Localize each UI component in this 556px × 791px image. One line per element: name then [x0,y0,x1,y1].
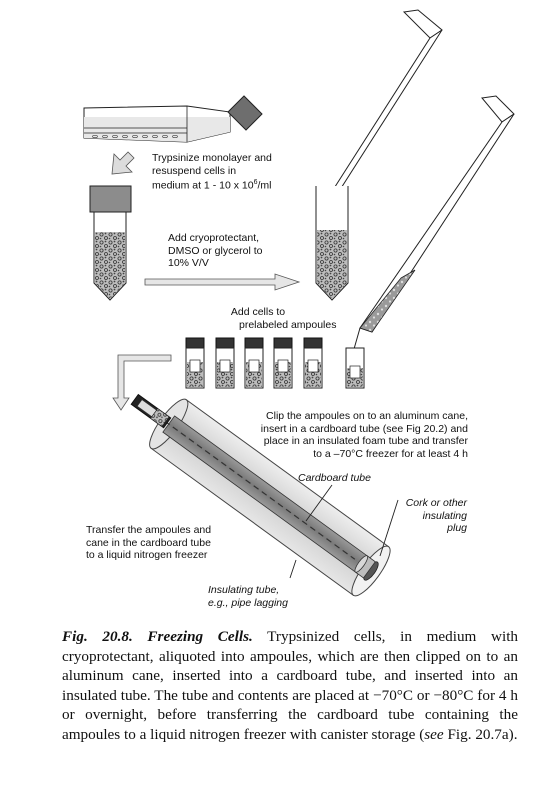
figure-caption [62,627,518,745]
caption-see: see [424,725,444,743]
label-cryoprotectant: Add cryoprotectant, DMSO or glycerol to 10% V/V [168,232,263,269]
culture-flask [84,96,262,142]
ampoule-3 [245,338,263,388]
label-insulating-tube: Insulating tube, e.g., pipe lagging [208,584,288,609]
label-trypsinize: Trypsinize monolayer and resuspend cells in medium at 1 - 10 x $10^6/ml$ [152,152,272,192]
label-transfer: Transfer the ampoules and cane in the cardboard tube to a liquid nitrogen freezer [86,524,212,561]
label-clip-ampoules: Clip the ampoules on to an aluminum cane, insert in a cardboard tube (see Fig 20.2) and place in an insulated foam tube and transfer to a –70°C freezer for at least 4 h [260,410,468,460]
caption-body: Trypsinized cells, in medium with cryoprotectant, aliquoted into ampoules, which are then clipped on to an aluminum cane, inserted into a cardboard tube, and inserted into an insulated tube. The tube and contents are placed at −70°C or −80°C for 4 h or overnight, before transferring the cardboard tube containing the ampoules to a liquid nitrogen freezer with canister storage ( [62,628,519,743]
label-add-cells-2: prelabeled ampoules [239,318,337,331]
ampoule-row [186,338,364,388]
ampoule-5 [304,338,322,388]
caption-end: Fig. 20.7a). [443,725,518,743]
ampoule-open [346,348,364,388]
pointer-insulating-tube [290,560,296,578]
ampoule-1 [186,338,204,388]
label-cork: Cork or other insulating plug [405,497,467,534]
centrifuge-tube-1 [90,186,131,300]
ampoule-4 [274,338,292,388]
centrifuge-tube-2 [316,186,348,300]
insulating-tube-assembly [117,375,396,600]
arrow-to-cryoprotectant-tube [145,274,299,290]
arrow-flask-to-tube [112,152,134,174]
ampoule-2 [216,338,234,388]
pipette-2 [352,96,514,356]
caption-title: Fig. 20.8. Freezing Cells. [62,628,253,645]
label-cardboard-tube: Cardboard tube [298,472,371,484]
